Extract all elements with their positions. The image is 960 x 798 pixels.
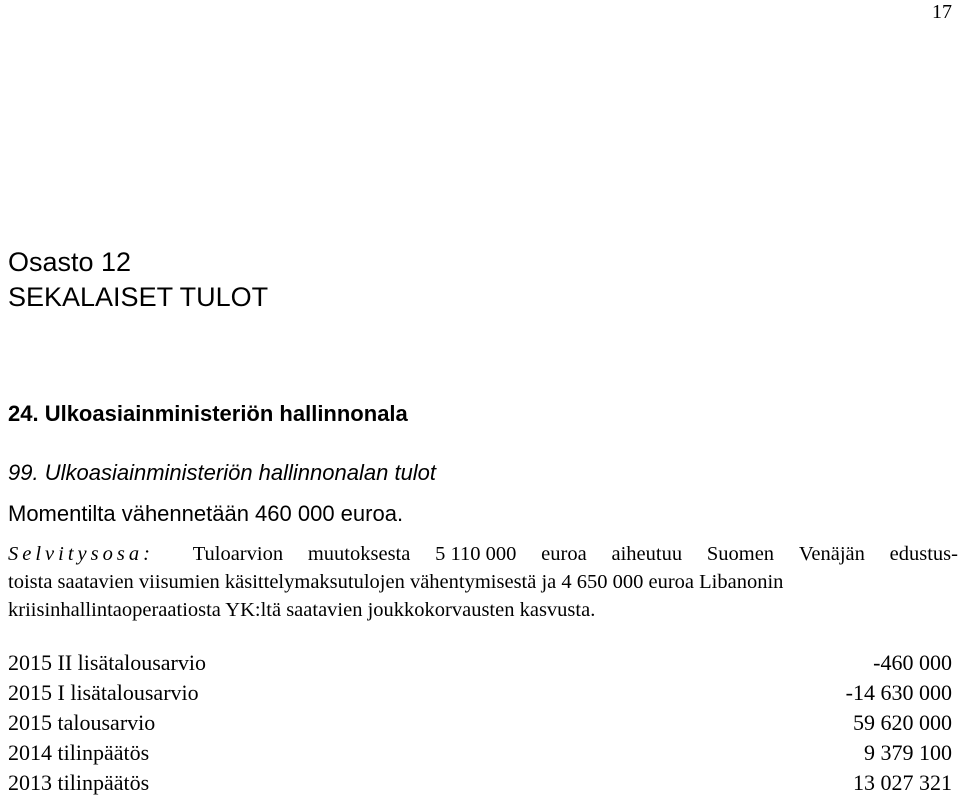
explanation-paragraph xyxy=(8,540,958,624)
explanation-word: 5 110 000 xyxy=(435,543,517,565)
explanation-word: Tuloarvion xyxy=(192,543,284,565)
section-heading xyxy=(8,245,268,315)
table-row xyxy=(8,738,952,768)
explanation-word: euroa xyxy=(541,543,587,565)
explanation-line-3: kriisinhallintaoperaatiosta YK:ltä saatavien joukkokorvausten kasvusta. xyxy=(8,599,596,621)
chapter-title: 24. Ulkoasiainministeriön hallinnonala xyxy=(8,401,408,426)
history-label: 2015 I lisätalousarvio xyxy=(8,680,199,705)
table-row xyxy=(8,678,952,708)
history-label: 2014 tilinpäätös xyxy=(8,740,150,765)
explanation-word: aiheutuu xyxy=(611,543,683,565)
section-title: SEKALAISET TULOT xyxy=(8,282,269,312)
section-number: Osasto 12 xyxy=(8,247,132,277)
explanation-word: muutoksesta xyxy=(307,543,411,565)
item-title: 99. Ulkoasiainministeriön hallinnonalan tulot xyxy=(8,460,437,485)
table-row xyxy=(8,648,952,678)
table-row xyxy=(8,768,952,798)
explanation-word: Venäjän xyxy=(798,543,865,565)
explanation-line-2: toista saatavien viisumien käsittelymaksutulojen vähentymisestä ja 4 650 000 euroa Libanonin xyxy=(8,571,784,593)
explanation-word: Suomen xyxy=(706,543,775,565)
history-label: 2013 tilinpäätös xyxy=(8,770,150,795)
budget-history-table xyxy=(8,648,952,798)
history-label: 2015 II lisätalousarvio xyxy=(8,650,206,675)
explanation-lead: Selvitysosa: xyxy=(8,543,154,565)
history-value: 13 027 321 xyxy=(853,770,952,795)
history-value: 59 620 000 xyxy=(853,710,952,735)
explanation-word: edustus- xyxy=(889,543,958,565)
history-label: 2015 talousarvio xyxy=(8,710,156,735)
history-value: 9 379 100 xyxy=(864,740,952,765)
explanation-line-1 xyxy=(8,540,958,568)
table-row xyxy=(8,708,952,738)
reduction-text: Momentilta vähennetään 460 000 euroa. xyxy=(8,501,404,526)
history-value: -14 630 000 xyxy=(845,680,952,705)
page-number: 17 xyxy=(932,1,952,23)
history-value: -460 000 xyxy=(873,650,952,675)
